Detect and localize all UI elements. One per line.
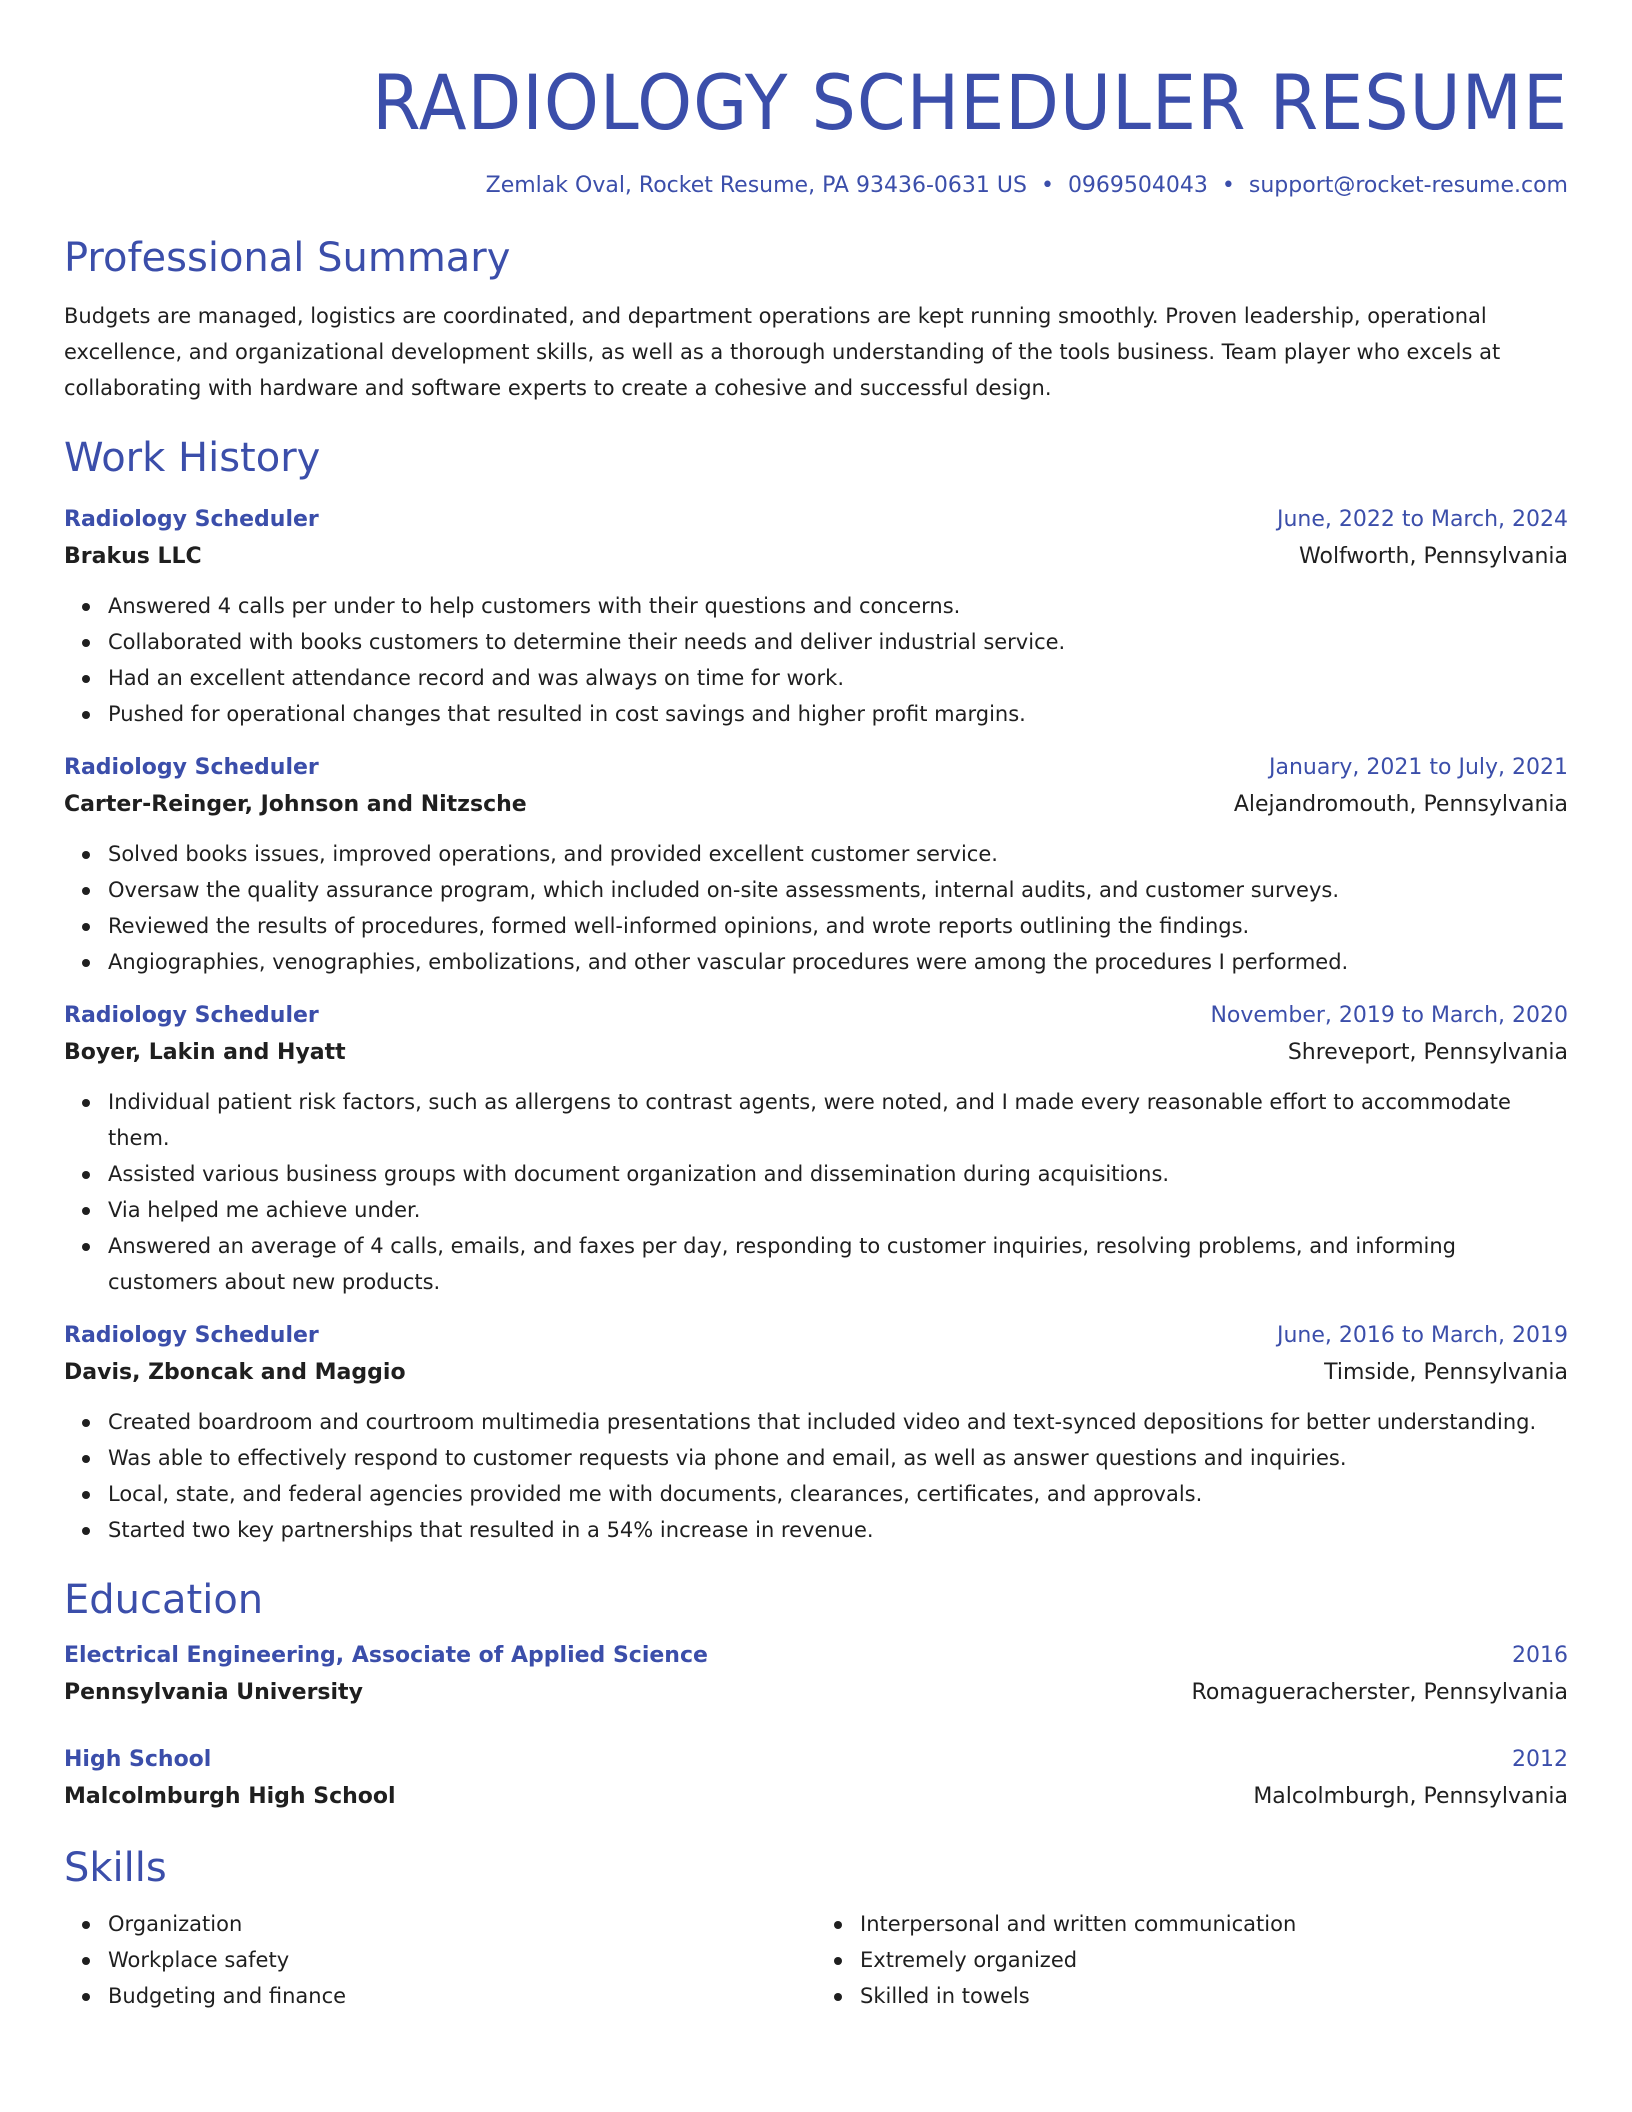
job-bullet: Was able to effectively respond to customer requests via phone and email, as well as answer questions and inquiries. (108, 1440, 1568, 1476)
education-school: Pennsylvania University (64, 1680, 363, 1705)
job-bullet: Assisted various business groups with document organization and dissemination during acquisitions. (108, 1156, 1568, 1192)
education-year: 2012 (1512, 1747, 1568, 1772)
summary-text: Budgets are managed, logistics are coordinated, and department operations are kept running smoothly. Proven leadership, operational excellence, and organizational development skills, as well as a thorough understanding of the tools business. Team player who excels at collaborating with hardware and software experts to create a cohesive and successful design. (64, 304, 1501, 400)
skill-item: Budgeting and finance (108, 1978, 816, 2014)
job-entry (64, 750, 1568, 980)
section-title-education: Education (64, 1577, 264, 1623)
education-school: Malcolmburgh High School (64, 1784, 396, 1809)
job-company: Boyer, Lakin and Hyatt (64, 1040, 346, 1065)
skills-list (64, 1906, 1568, 2014)
resume-header (64, 48, 1568, 202)
job-bullets (64, 588, 1568, 732)
job-bullet: Via helped me achieve under. (108, 1192, 1568, 1228)
skill-item: Extremely organized (860, 1942, 1568, 1978)
education-degree: Electrical Engineering, Associate of Applied Science (64, 1643, 708, 1668)
job-dates: June, 2016 to March, 2019 (1277, 1323, 1568, 1348)
education-entry (64, 1638, 1568, 1712)
job-location: Wolfworth, Pennsylvania (1299, 544, 1568, 569)
section-title-summary: Professional Summary (64, 235, 511, 281)
job-bullet: Collaborated with books customers to determine their needs and deliver industrial service. (108, 624, 1568, 660)
job-bullet: Local, state, and federal agencies provided me with documents, clearances, certificates, and approvals. (108, 1476, 1568, 1512)
resume-name: RADIOLOGY SCHEDULER RESUME (372, 58, 1568, 147)
job-company: Carter-Reinger, Johnson and Nitzsche (64, 792, 527, 817)
job-title: Radiology Scheduler (64, 755, 319, 780)
contact-email: support@rocket-resume.com (1248, 173, 1568, 198)
contact-separator: • (1221, 173, 1235, 198)
contact-line (64, 170, 1568, 202)
job-bullet: Individual patient risk factors, such as allergens to contrast agents, were noted, and I made every reasonable effort to accommodate them. (108, 1084, 1568, 1156)
job-bullet: Angiographies, venographies, embolizations, and other vascular procedures were among the procedures I performed. (108, 944, 1568, 980)
education-degree: High School (64, 1747, 212, 1772)
job-dates: January, 2021 to July, 2021 (1269, 755, 1568, 780)
job-bullet: Pushed for operational changes that resulted in cost savings and higher profit margins. (108, 696, 1568, 732)
job-location: Alejandromouth, Pennsylvania (1233, 792, 1568, 817)
contact-separator: • (1040, 173, 1054, 198)
job-dates: June, 2022 to March, 2024 (1277, 507, 1568, 532)
job-dates: November, 2019 to March, 2020 (1210, 1003, 1568, 1028)
skills-column-right (816, 1906, 1568, 2014)
job-entry (64, 502, 1568, 732)
job-bullet: Answered an average of 4 calls, emails, and faxes per day, responding to customer inquiries, resolving problems, and informing customers about new products. (108, 1228, 1568, 1300)
job-entry (64, 998, 1568, 1300)
skill-item: Skilled in towels (860, 1978, 1568, 2014)
job-company: Davis, Zboncak and Maggio (64, 1360, 406, 1385)
education-location: Malcolmburgh, Pennsylvania (1253, 1784, 1568, 1809)
job-title: Radiology Scheduler (64, 507, 319, 532)
skills-column-left (64, 1906, 816, 2014)
section-title-work: Work History (64, 435, 321, 481)
job-bullets (64, 1084, 1568, 1300)
job-bullets (64, 1404, 1568, 1548)
job-location: Shreveport, Pennsylvania (1287, 1040, 1568, 1065)
job-company: Brakus LLC (64, 544, 202, 569)
job-bullet: Solved books issues, improved operations, and provided excellent customer service. (108, 836, 1568, 872)
contact-phone: 0969504043 (1067, 173, 1208, 198)
skill-item: Organization (108, 1906, 816, 1942)
skill-item: Interpersonal and written communication (860, 1906, 1568, 1942)
job-title: Radiology Scheduler (64, 1003, 319, 1028)
job-bullet: Started two key partnerships that resulted in a 54% increase in revenue. (108, 1512, 1568, 1548)
job-entry (64, 1318, 1568, 1548)
education-location: Romagueracherster, Pennsylvania (1191, 1680, 1568, 1705)
job-bullet: Had an excellent attendance record and was always on time for work. (108, 660, 1568, 696)
job-bullet: Answered 4 calls per under to help customers with their questions and concerns. (108, 588, 1568, 624)
job-bullet: Reviewed the results of procedures, formed well-informed opinions, and wrote reports outlining the findings. (108, 908, 1568, 944)
job-title: Radiology Scheduler (64, 1323, 319, 1348)
section-title-skills: Skills (64, 1845, 167, 1891)
job-bullet: Oversaw the quality assurance program, which included on-site assessments, internal audits, and customer surveys. (108, 872, 1568, 908)
education-entry (64, 1742, 1568, 1816)
contact-address: Zemlak Oval, Rocket Resume, PA 93436-0631 US (485, 173, 1027, 198)
job-bullet: Created boardroom and courtroom multimedia presentations that included video and text-synced depositions for better understanding. (108, 1404, 1568, 1440)
job-bullets (64, 836, 1568, 980)
skill-item: Workplace safety (108, 1942, 816, 1978)
job-location: Timside, Pennsylvania (1324, 1360, 1568, 1385)
education-year: 2016 (1512, 1643, 1568, 1668)
